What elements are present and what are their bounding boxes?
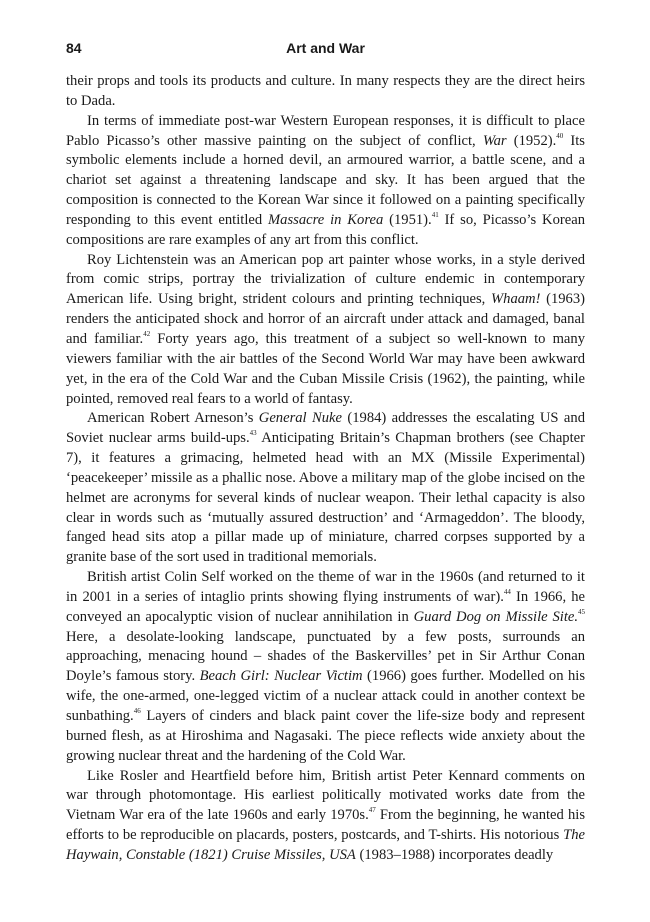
body-text [66,72,585,866]
text-run: In 1966, he conveyed an apocalyptic vision of nuclear annihilation in [66,588,585,625]
footnote-ref: 41 [431,211,439,220]
italic-title: Massacre in Korea [268,211,384,228]
paragraph [66,112,585,251]
text-run: Here, a desolate-looking landscape, punctuated by a few posts, surrounds an approaching, menacing hound – shades of the Baskervilles’ pet in Sir Arthur Conan Doyle’s famous story. [66,628,585,685]
text-run: (1963) renders the anticipated shock and horror of an aircraft under attack and damaged, banal and familiar. [66,291,585,347]
text-run: If so, Picasso’s Korean compositions are rare examples of any art from this conflict. [66,211,585,248]
text-run: Roy Lichtenstein was an American pop art painter whose works, in a style derived from comic strips, portray the trivialization of culture endemic in contemporary American life. Using bright, strident colours and printing techniques, [66,251,585,308]
paragraph [66,568,585,766]
text-run: Layers of cinders and black paint cover the life-size body and represent burned flesh, as at Hiroshima and Nagasaki. The piece reflects wide anxiety about the growing nuclear threat and the hardening of the Cold War. [66,708,585,764]
paragraph [66,767,585,866]
text-run: In terms of immediate post-war Western European responses, it is difficult to place Pablo Picasso’s other massive painting on the subject of conflict, [66,112,585,149]
paragraph [66,72,585,112]
page-header [66,38,585,60]
page-number: 84 [66,40,82,56]
footnote-ref: 44 [503,588,511,597]
text-run: (1952). [506,132,557,149]
footnote-ref: 47 [368,806,376,815]
footnote-ref: 45 [578,607,585,616]
italic-title: General Nuke [258,410,342,427]
text-run: (1984) addresses the escalating US and Soviet nuclear arms build-ups. [66,410,586,447]
text-run: Anticipating Britain’s Chapman brothers (see Chapter 7), it features a grimacing, helmeted head with an MX (Missile Experimental) ‘peacekeeper’ missile as a phallic nose. Above a military map of the globe incised on the helmet are acronyms for several kinds of nuclear weapon. Their lethal capacity is also clear in words such as ‘mutually assured destruction’ and ‘Armageddon’. The bloody, fanged head sits atop a pillar made up of miniature, charred corpses supported by a granite base of the sort used in traditional memorials. [66,430,585,566]
text-run: (1983–1988) incorporates deadly [355,846,554,863]
text-run: Its symbolic elements include a horned devil, an armoured warrior, a battle scene, and a chariot set against a threatening landscape and sky. It has been argued that the composition is connected to the Korean War since it followed on a painting specifically responding to this event entitled [66,132,585,228]
text-run: (1966) goes further. Modelled on his wife, the one-armed, one-legged victim of a nuclear attack could in another context be sunbathing. [66,668,586,724]
footnote-ref: 40 [556,131,564,140]
footnote-ref: 46 [133,707,141,716]
running-head: Art and War [286,40,365,56]
italic-title: Whaam! [490,291,541,308]
text-run: From the beginning, he wanted his efforts to be reproducible on placards, posters, postcards, and T-shirts. His notorious [66,807,585,844]
footnote-ref: 42 [143,330,151,339]
text-run: British artist Colin Self worked on the theme of war in the 1960s (and returned to it in 2001 in a series of intaglio prints showing flying instruments of war). [66,569,585,605]
paragraph [66,409,585,568]
italic-title: War [482,132,507,149]
text-run: (1951). [383,211,432,228]
footnote-ref: 43 [249,429,257,438]
italic-title: Beach Girl: Nuclear Victim [199,668,363,685]
italic-title: The Haywain, Constable (1821) Cruise Missiles, USA [66,827,585,863]
text-run: Forty years ago, this treatment of a subject so well-known to many viewers familiar with the air battles of the Second World War may have been awkward yet, in the era of the Cold War and the Cuban Missile Crisis (1962), the painting, while pointed, removed real fears to a world of fantasy. [66,330,585,407]
text-run: Like Rosler and Heartfield before him, British artist Peter Kennard comments on war through photomontage. His earliest politically motivated works date from the Vietnam War era of the late 1960s and early 1970s. [66,767,585,824]
italic-title: Guard Dog on Missile Site. [413,608,578,625]
paragraph [66,251,585,410]
text-run: American Robert Arneson’s [87,410,259,427]
text-run: their props and tools its products and culture. In many respects they are the direct heirs to Dada. [66,73,585,109]
